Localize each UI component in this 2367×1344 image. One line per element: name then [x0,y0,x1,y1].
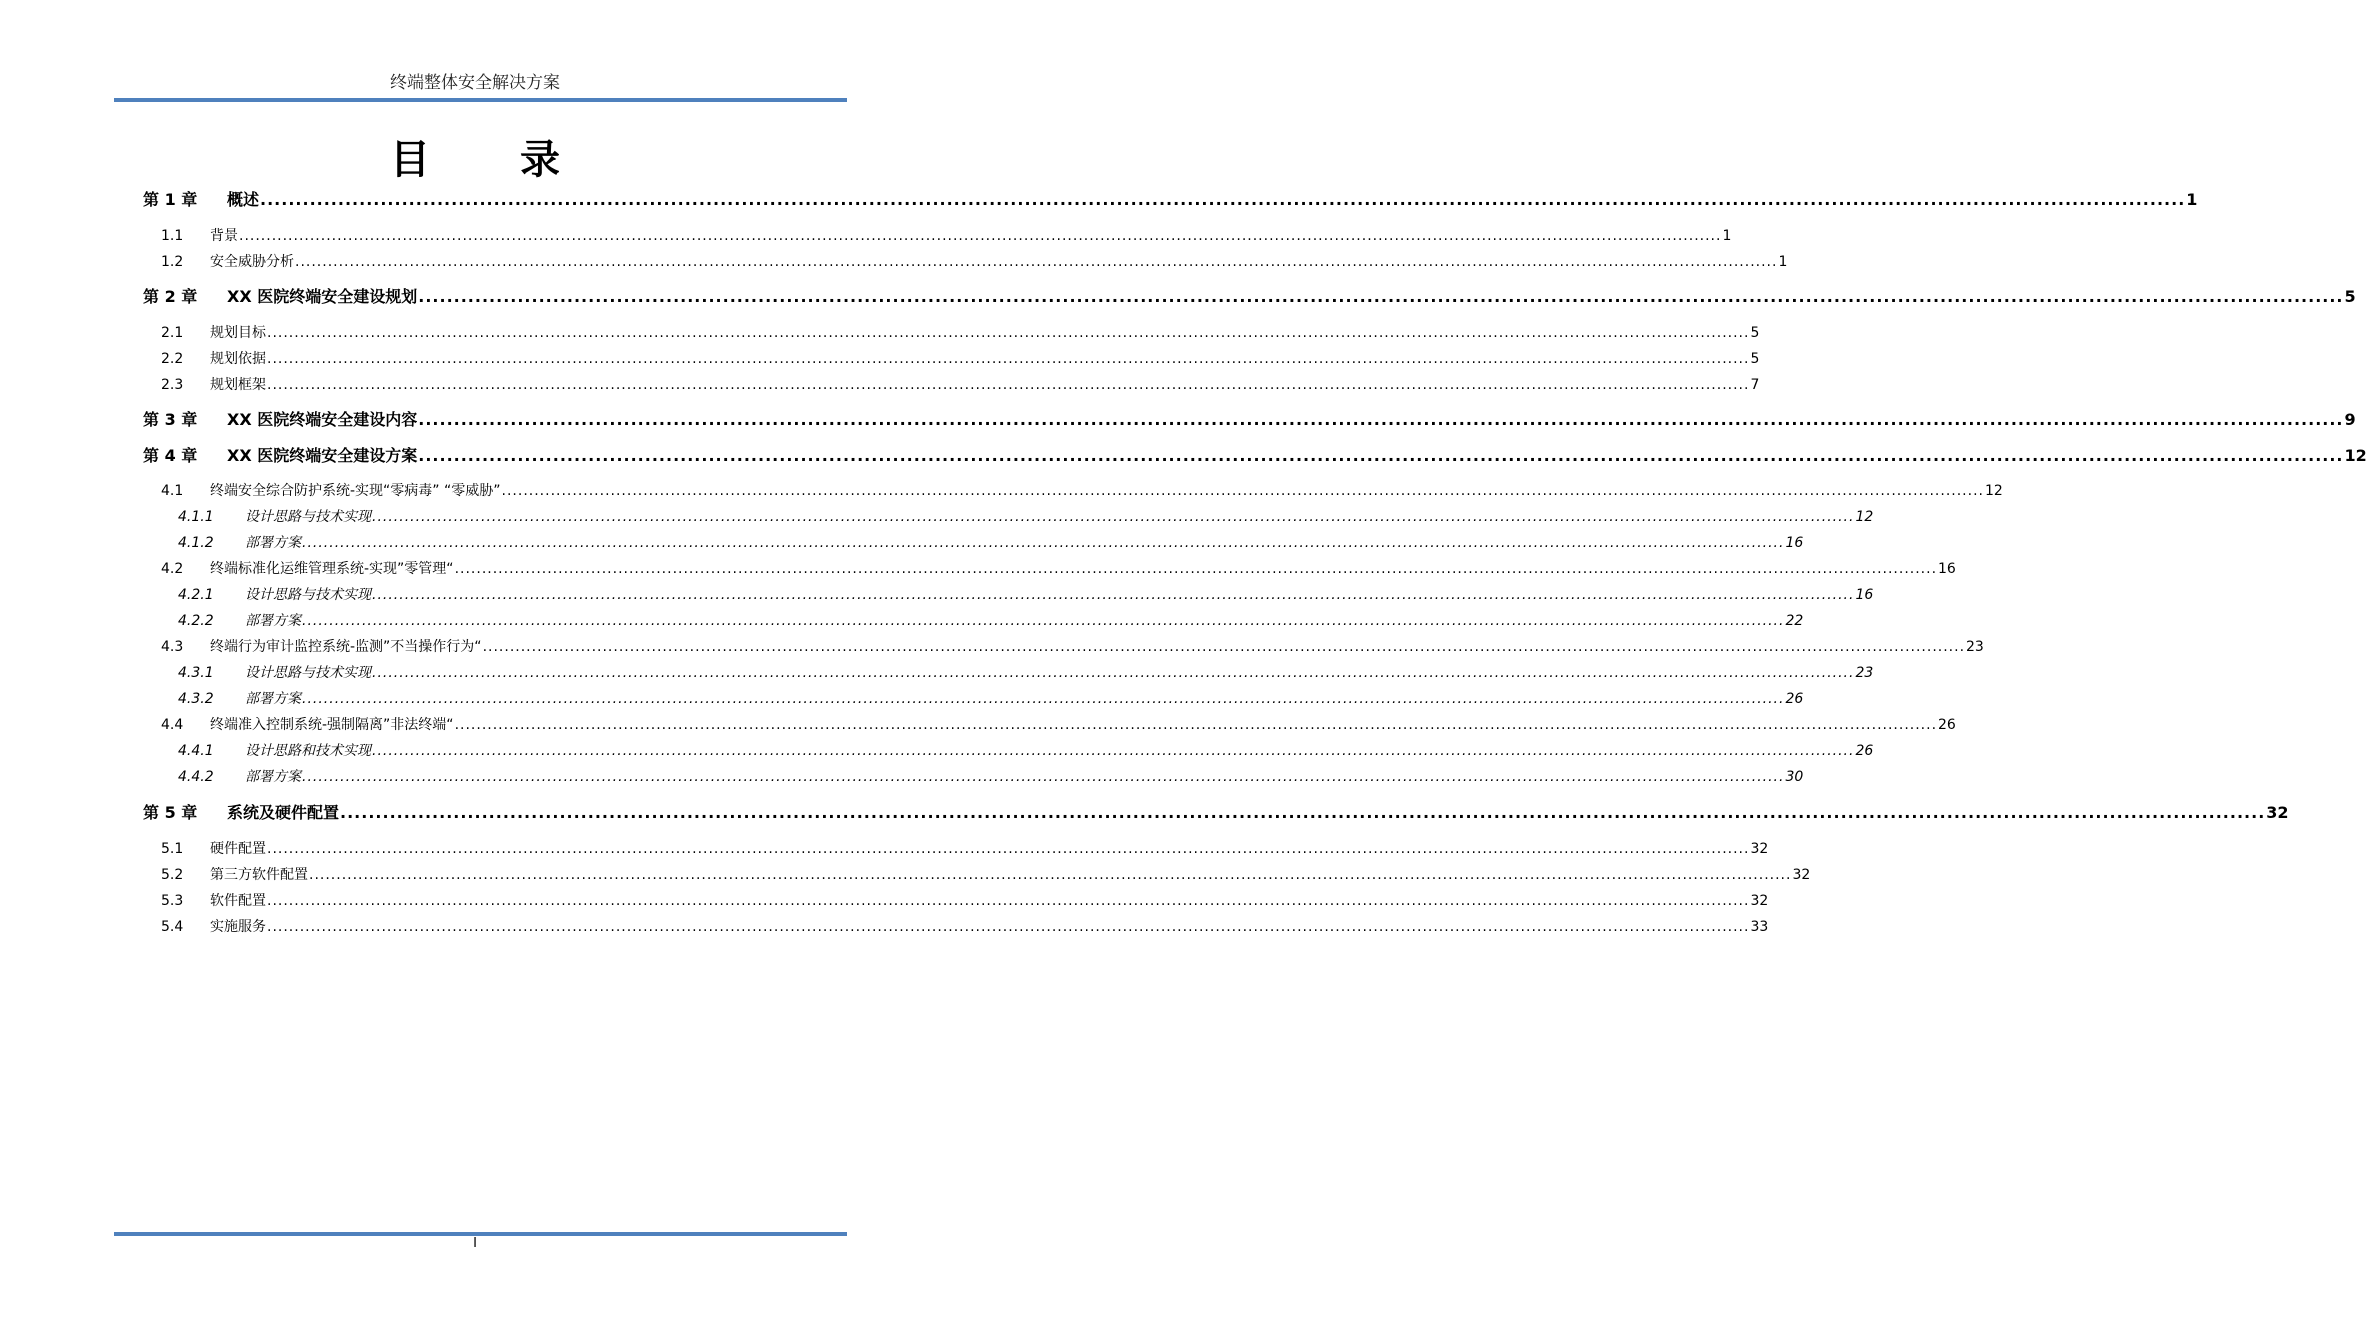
toc-entry-page: 23 [1966,639,1984,655]
toc-entry-page: 16 [1938,561,1956,577]
dot-leader: ................................................................................................................................................................................................................................................................................ [418,446,2344,465]
toc-entry-text: 部署方案 [245,535,301,551]
toc-entry-number: 1.1 [161,228,184,244]
toc-entry-text: 终端标准化运维管理系统-实现”零管理“ [210,561,454,577]
toc-entry-number: 4.2.1 [178,587,214,603]
toc-entry-number: 4.3.2 [178,691,214,707]
toc-entry-number: 1.2 [161,254,184,270]
toc-entry-chapter-1[interactable] [143,187,2198,213]
toc-entry-page: 5 [1750,325,1760,341]
toc-entry-page: 26 [1785,691,1804,707]
toc-entry-number: 2.2 [161,351,184,367]
dot-leader: ................................................................................................................................................................................................................................................................................ [302,769,1785,785]
toc-entry-number: 4.2.2 [178,613,214,629]
toc-entry-page: 1 [1722,228,1732,244]
toc-entry-number: 4.1.1 [178,509,214,525]
toc-entry-text: 安全威胁分析 [210,254,294,270]
toc-entry-text: 规划依据 [210,351,266,367]
dot-leader: ................................................................................................................................................................................................................................................................................ [372,665,1855,681]
toc-entry-text: 背景 [210,228,238,244]
dot-leader: ................................................................................................................................................................................................................................................................................ [454,561,1938,577]
toc-entry-2-1[interactable] [161,320,1760,346]
toc-entry-chapter-5[interactable] [143,800,2289,826]
toc-entry-text: 部署方案 [245,691,301,707]
dot-leader: ................................................................................................................................................................................................................................................................................ [340,803,2266,822]
toc-entry-chapter-3[interactable] [143,407,2356,433]
toc-entry-text: 概述 [227,190,260,209]
toc-entry-number: 4.2 [161,561,184,577]
toc-entry-text: 部署方案 [245,769,301,785]
toc-entry-page: 32 [1750,893,1769,909]
toc-entry-number: 4.4 [161,717,184,733]
toc-entry-text: 规划目标 [210,325,266,341]
dot-leader: ................................................................................................................................................................................................................................................................................ [418,410,2344,429]
toc-entry-text: 系统及硬件配置 [227,803,340,822]
toc-entry-page: 23 [1855,665,1874,681]
toc-entry-text: XX 医院终端安全建设内容 [227,410,418,429]
toc-entry-text: 硬件配置 [210,841,266,857]
toc-entry-text: 部署方案 [245,613,301,629]
toc-entry-page: 16 [1855,587,1874,603]
toc-entry-text: 实施服务 [210,919,266,935]
toc-entry-number: 4.3 [161,639,184,655]
toc-entry-page: 26 [1855,743,1874,759]
toc-entry-text: 规划框架 [210,377,266,393]
toc-entry-page: 9 [2344,410,2356,429]
toc-title [0,128,950,185]
toc-entry-number: 5.2 [161,867,184,883]
toc-entry-page: 16 [1785,535,1804,551]
toc-entry-number: 第 5 章 [143,803,198,822]
toc-entry-5-2[interactable] [161,862,1811,888]
dot-leader: ................................................................................................................................................................................................................................................................................ [418,287,2344,306]
toc-entry-text: 终端准入控制系统-强制隔离”非法终端“ [210,717,454,733]
dot-leader: ................................................................................................................................................................................................................................................................................ [309,867,1792,883]
dot-leader: ................................................................................................................................................................................................................................................................................ [302,535,1785,551]
toc-entry-number: 4.1.2 [178,535,214,551]
toc-entry-page: 1 [2186,190,2198,209]
toc-entry-page: 33 [1750,919,1769,935]
toc-entry-4-1-2[interactable] [178,530,1804,556]
dot-leader: ................................................................................................................................................................................................................................................................................ [501,483,1984,499]
toc-entry-number: 5.1 [161,841,184,857]
toc-entry-page: 5 [1750,351,1760,367]
toc-entry-page: 26 [1938,717,1956,733]
toc-entry-text: 软件配置 [210,893,266,909]
dot-leader: ................................................................................................................................................................................................................................................................................ [372,743,1855,759]
toc-entry-page: 5 [2344,287,2356,306]
toc-entry-page: 7 [1750,377,1760,393]
toc-entry-text: 终端行为审计监控系统-监测”不当操作行为“ [210,639,482,655]
dot-leader: ................................................................................................................................................................................................................................................................................ [372,509,1855,525]
dot-leader: ................................................................................................................................................................................................................................................................................ [239,228,1722,244]
toc-title-char-1: 目 [390,137,431,183]
toc-entry-4-2-2[interactable] [178,608,1804,634]
toc-entry-text: 设计思路和技术实现 [245,743,371,759]
dot-leader: ................................................................................................................................................................................................................................................................................ [302,613,1785,629]
toc-entry-1-1[interactable] [161,223,1732,249]
toc-entry-number: 5.3 [161,893,184,909]
toc-entry-number: 4.4.1 [178,743,214,759]
footer-page-number: I [473,1236,477,1251]
running-header-title: 终端整体安全解决方案 [390,73,560,93]
dot-leader: ................................................................................................................................................................................................................................................................................ [260,190,2186,209]
toc-entry-number: 2.3 [161,377,184,393]
toc-entry-4-4-1[interactable] [178,738,1874,764]
toc-entry-4-4-2[interactable] [178,764,1804,790]
toc-entry-number: 第 3 章 [143,410,198,429]
toc-entry-page: 12 [1855,509,1874,525]
toc-entry-4-1[interactable] [161,478,2003,504]
toc-entry-4-3[interactable] [161,634,1984,660]
toc-entry-1-2[interactable] [161,249,1788,275]
toc-entry-text: XX 医院终端安全建设方案 [227,446,418,465]
toc-entry-text: 第三方软件配置 [210,867,308,883]
dot-leader: ................................................................................................................................................................................................................................................................................ [267,351,1750,367]
dot-leader: ................................................................................................................................................................................................................................................................................ [454,717,1938,733]
dot-leader: ................................................................................................................................................................................................................................................................................ [372,587,1855,603]
toc-entry-number: 第 2 章 [143,287,198,306]
toc-entry-text: 终端安全综合防护系统-实现“零病毒” “零威胁” [210,483,501,499]
dot-leader: ................................................................................................................................................................................................................................................................................ [267,841,1750,857]
dot-leader: ................................................................................................................................................................................................................................................................................ [267,893,1750,909]
toc-entry-4-3-1[interactable] [178,660,1874,686]
toc-entry-4-4[interactable] [161,712,1956,738]
toc-entry-text: 设计思路与技术实现 [245,587,371,603]
toc-entry-page: 1 [1778,254,1788,270]
toc-entry-number: 4.4.2 [178,769,214,785]
dot-leader: ................................................................................................................................................................................................................................................................................ [267,325,1750,341]
toc-entry-page: 30 [1785,769,1804,785]
toc-entry-5-4[interactable] [161,914,1769,940]
toc-entry-number: 4.1 [161,483,184,499]
toc-entry-page: 12 [2344,446,2367,465]
toc-entry-5-3[interactable] [161,888,1769,914]
toc-entry-chapter-4[interactable] [143,443,2367,469]
toc-entry-number: 第 1 章 [143,190,198,209]
toc-entry-text: 设计思路与技术实现 [245,665,371,681]
dot-leader: ................................................................................................................................................................................................................................................................................ [267,919,1750,935]
toc-entry-4-3-2[interactable] [178,686,1804,712]
toc-entry-number: 第 4 章 [143,446,198,465]
toc-entry-4-2-1[interactable] [178,582,1874,608]
toc-entry-2-3[interactable] [161,372,1760,398]
toc-entry-number: 4.3.1 [178,665,214,681]
toc-entry-page: 32 [2266,803,2289,822]
dot-leader: ................................................................................................................................................................................................................................................................................ [295,254,1778,270]
toc-entry-4-2[interactable] [161,556,1956,582]
dot-leader: ................................................................................................................................................................................................................................................................................ [482,639,1966,655]
toc-entry-page: 12 [1984,483,2003,499]
toc-entry-page: 22 [1785,613,1804,629]
toc-entry-number: 2.1 [161,325,184,341]
toc-entry-5-1[interactable] [161,836,1769,862]
toc-entry-text: XX 医院终端安全建设规划 [227,287,418,306]
toc-entry-4-1-1[interactable] [178,504,1874,530]
toc-entry-number: 5.4 [161,919,184,935]
header-rule [114,98,847,102]
toc-entry-2-2[interactable] [161,346,1760,372]
toc-entry-page: 32 [1792,867,1811,883]
toc-entry-text: 设计思路与技术实现 [245,509,371,525]
toc-entry-chapter-2[interactable] [143,284,2356,310]
dot-leader: ................................................................................................................................................................................................................................................................................ [302,691,1785,707]
toc-entry-page: 32 [1750,841,1769,857]
dot-leader: ................................................................................................................................................................................................................................................................................ [267,377,1750,393]
toc-title-char-2: 录 [519,137,560,183]
